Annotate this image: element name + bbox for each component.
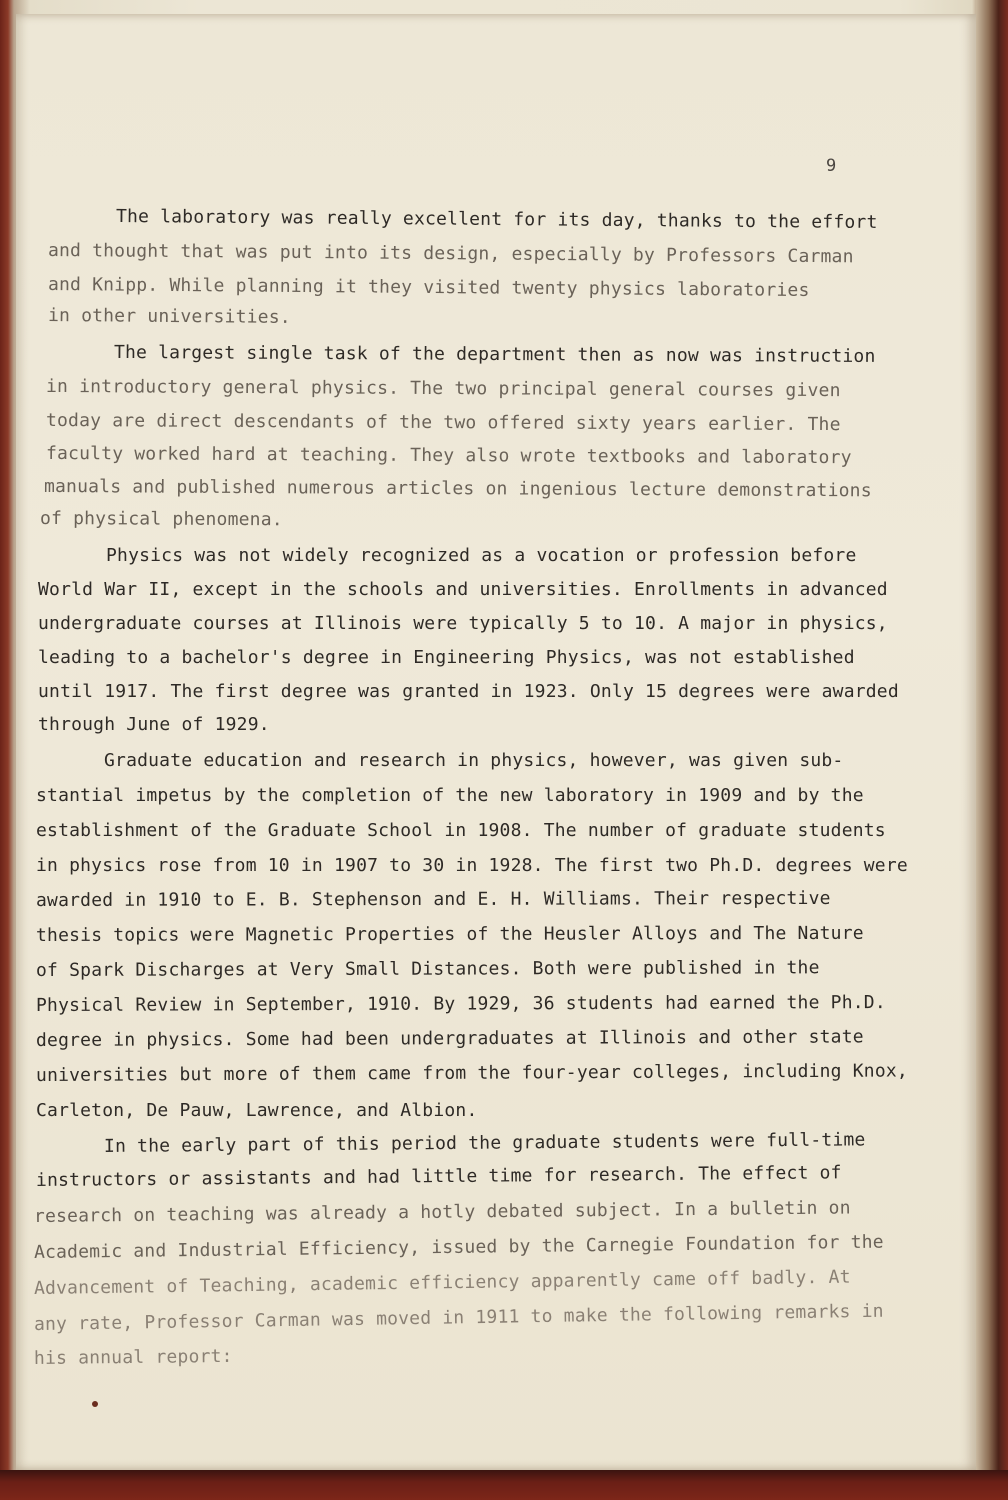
- text-line: The largest single task of the department then as now was instruction: [113, 342, 876, 367]
- text-line: and Knipp. While planning it they visited twenty physics laboratories: [47, 274, 810, 301]
- text-line: any rate, Professor Carman was moved in 1911 to make the following remarks in: [33, 1300, 884, 1335]
- text-line: stantial impetus by the completion of the new laboratory in 1909 and by the: [36, 785, 864, 806]
- text-line: leading to a bachelor's degree in Engineering Physics, was not established: [38, 647, 855, 668]
- text-line: manuals and published numerous articles on ingenious lecture demonstrations: [43, 476, 872, 502]
- text-line: faculty worked hard at teaching. They also wrote textbooks and laboratory: [45, 443, 852, 469]
- text-line: Advancement of Teaching, academic efficiency apparently came off badly. At: [33, 1266, 851, 1299]
- text-line: The laboratory was really excellent for its day, thanks to the effort: [115, 206, 878, 233]
- text-line: universities but more of them came from the four-year colleges, including Knox,: [35, 1060, 908, 1086]
- text-line: in other universities.: [47, 305, 291, 328]
- text-line: Graduate education and research in physics, however, was given sub-: [104, 750, 844, 771]
- text-line: instructors or assistants and had little time for research. The effect of: [35, 1162, 842, 1191]
- text-line: Academic and Industrial Efficiency, issued by the Carnegie Foundation for the: [33, 1231, 884, 1263]
- ink-speck: [92, 1401, 98, 1407]
- text-line: until 1917. The first degree was granted in 1923. Only 15 degrees were awarded: [38, 681, 899, 702]
- text-line: his annual report:: [33, 1345, 233, 1369]
- text-line: in physics rose from 10 in 1907 to 30 in 1928. The first two Ph.D. degrees were: [36, 855, 908, 876]
- page-number: 9: [826, 156, 837, 176]
- text-line: In the early part of this period the graduate students were full-time: [103, 1129, 866, 1157]
- text-line: through June of 1929.: [38, 714, 270, 735]
- text-line: research on teaching was already a hotly debated subject. In a bulletin on: [33, 1197, 851, 1227]
- text-line: World War II, except in the schools and universities. Enrollments in advanced: [38, 579, 888, 600]
- text-line: in introductory general physics. The two principal general courses given: [45, 376, 841, 402]
- text-line: of Spark Discharges at Very Small Distances. Both were published in the: [35, 957, 820, 981]
- text-line: Physical Review in September, 1910. By 1929, 36 students had earned the Ph.D.: [35, 992, 886, 1016]
- text-line: degree in physics. Some had been undergraduates at Illinois and other state: [35, 1026, 864, 1051]
- text-line: thesis topics were Magnetic Properties of the Heusler Alloys and The Nature: [35, 922, 864, 946]
- text-line: today are direct descendants of the two offered sixty years earlier. The: [45, 410, 841, 436]
- text-line: and thought that was put into its design, especially by Professors Carman: [47, 240, 854, 268]
- text-line: Physics was not widely recognized as a vocation or profession before: [106, 545, 857, 566]
- text-line: undergraduate courses at Illinois were typically 5 to 10. A major in physics,: [38, 613, 888, 634]
- text-line: establishment of the Graduate School in 1908. The number of graduate students: [36, 820, 886, 841]
- book-edge: [976, 0, 1008, 1500]
- book-binding-band: [0, 1470, 1008, 1500]
- text-line: Carleton, De Pauw, Lawrence, and Albion.: [36, 1100, 478, 1121]
- text-line: of physical phenomena.: [39, 508, 283, 531]
- text-line: awarded in 1910 to E. B. Stephenson and E. H. Williams. Their respective: [35, 887, 831, 911]
